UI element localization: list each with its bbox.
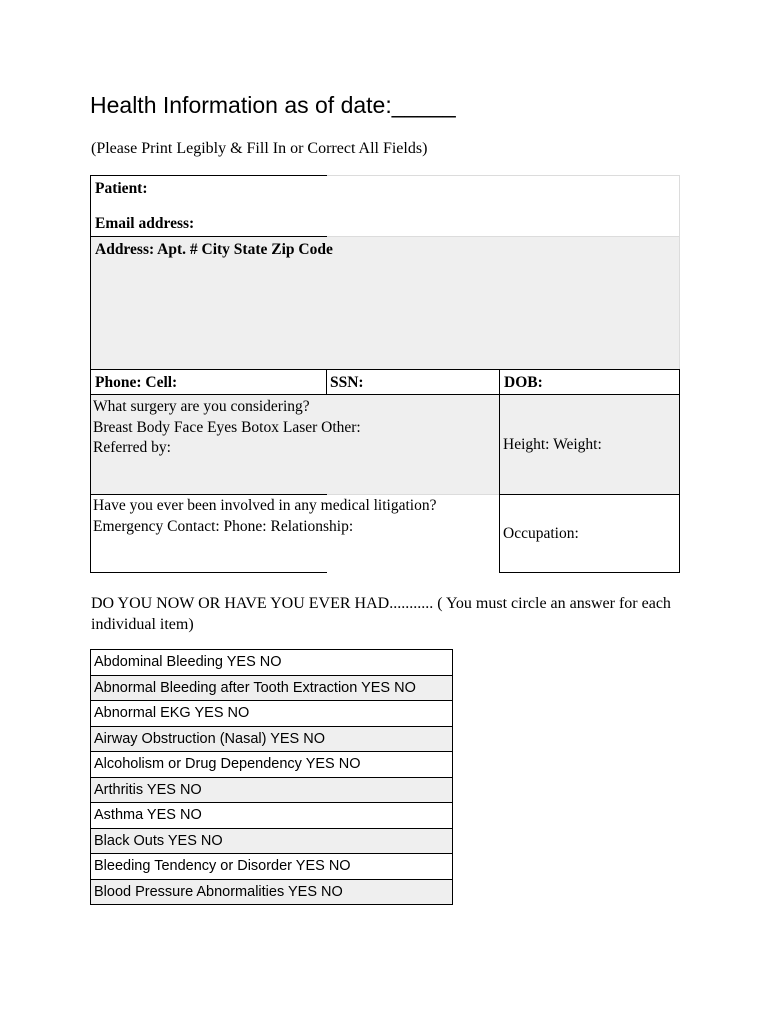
history-item-blood-pressure[interactable]: Blood Pressure Abnormalities YES NO [91,879,453,905]
table-row [91,777,453,803]
history-item-abnormal-bleeding[interactable]: Abnormal Bleeding after Tooth Extraction YES NO [91,675,453,701]
surgery-options: Breast Body Face Eyes Botox Laser Other: [93,419,361,436]
history-item-abnormal-ekg[interactable]: Abnormal EKG YES NO [91,701,453,727]
history-item-arthritis[interactable]: Arthritis YES NO [91,777,453,803]
table-row [91,828,453,854]
medical-history-table [90,649,453,905]
history-item-airway-obstruction[interactable]: Airway Obstruction (Nasal) YES NO [91,726,453,752]
history-item-asthma[interactable]: Asthma YES NO [91,803,453,829]
dob-label: DOB: [504,374,543,391]
history-item-alcoholism[interactable]: Alcoholism or Drug Dependency YES NO [91,752,453,778]
page-title: Health Information as of date:_____ [90,92,456,118]
history-item-bleeding-tendency[interactable]: Bleeding Tendency or Disorder YES NO [91,854,453,880]
table-row [91,854,453,880]
ssn-label: SSN: [330,374,364,391]
patient-label: Patient: [95,180,148,197]
litigation-question: Have you ever been involved in any medical litigation? [93,497,437,514]
occupation-label: Occupation: [503,525,579,542]
address-label: Address: Apt. # City State Zip Code [95,241,333,258]
emergency-contact-label: Emergency Contact: Phone: Relationship: [93,518,354,535]
table-row [91,675,453,701]
table-row [91,879,453,905]
instructions-text: (Please Print Legibly & Fill In or Correct All Fields) [91,140,428,157]
height-weight-label: Height: Weight: [503,436,602,453]
referred-by-label: Referred by: [93,439,171,456]
table-row [91,650,453,676]
email-label: Email address: [95,215,195,232]
surgery-question: What surgery are you considering? [93,398,310,415]
phone-label: Phone: Cell: [95,374,178,391]
table-row [91,701,453,727]
history-item-abdominal-bleeding[interactable]: Abdominal Bleeding YES NO [91,650,453,676]
table-row [91,726,453,752]
history-question: DO YOU NOW OR HAVE YOU EVER HAD........... ( You must circle an answer for each individual item) [91,595,671,633]
table-row [91,752,453,778]
table-row [91,803,453,829]
history-item-black-outs[interactable]: Black Outs YES NO [91,828,453,854]
